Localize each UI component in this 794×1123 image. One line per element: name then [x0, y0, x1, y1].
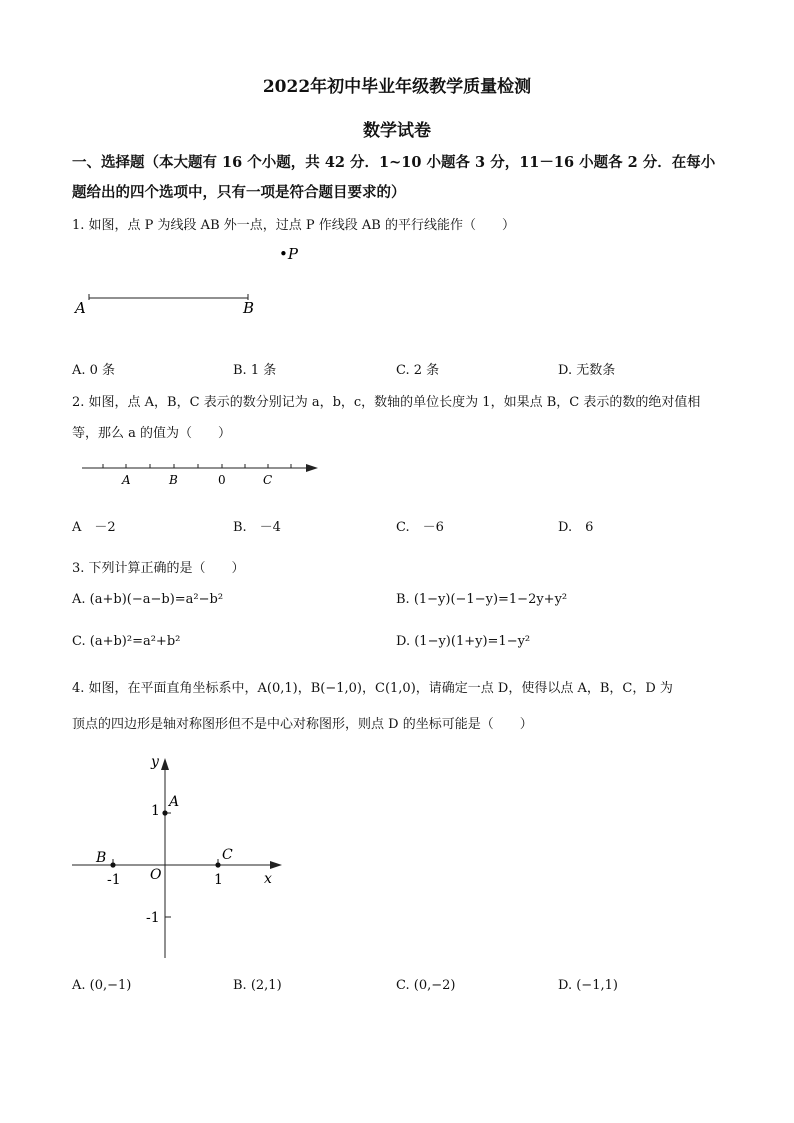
q3-option-c[interactable]: C. (a+b)²=a²+b²	[72, 634, 181, 649]
q4-text-line1: 4. 如图，在平面直角坐标系中，A(0,1)，B(−1,0)，C(1,0)，请确定一点 D，使得以点 A，B，C，D 为	[72, 681, 673, 696]
q3-option-a[interactable]: A. (a+b)(−a−b)=a²−b²	[72, 592, 224, 607]
q4-tick-label-1y: 1	[151, 803, 160, 819]
q4-coordinate-figure	[68, 748, 298, 968]
q4-tick-label-1x: 1	[214, 872, 223, 888]
section-heading-line2: 题给出的四个选项中，只有一项是符合题目要求的）	[72, 184, 406, 201]
q4-point-b	[110, 862, 115, 867]
q2-text-line2: 等，那么 a 的值为（ ）	[72, 426, 232, 441]
q2-arrow-head	[306, 464, 318, 472]
q4-label-x: x	[264, 871, 272, 887]
q1-option-b[interactable]: B. 1 条	[233, 363, 277, 378]
q4-option-c[interactable]: C. (0,−2)	[396, 978, 456, 993]
q4-y-arrow	[161, 758, 169, 770]
q2-label-a: A	[122, 473, 131, 487]
q2-label-b: B	[169, 473, 178, 487]
q2-ticks	[103, 464, 291, 468]
q2-option-d[interactable]: D. 6	[558, 520, 594, 535]
q4-tick-label-neg1x: -1	[107, 872, 121, 888]
q2-label-c: C	[263, 473, 273, 487]
q4-label-a: A	[169, 794, 180, 810]
q3-option-d[interactable]: D. (1−y)(1+y)=1−y²	[396, 634, 531, 649]
q1-option-a[interactable]: A. 0 条	[72, 363, 116, 378]
q3-option-b[interactable]: B. (1−y)(−1−y)=1−2y+y²	[396, 592, 568, 607]
q2-text-line1: 2. 如图，点 A，B，C 表示的数分别记为 a，b，c，数轴的单位长度为 1，如果点 B，C 表示的数的绝对值相	[72, 395, 701, 410]
q2-option-a[interactable]: A －2	[72, 520, 116, 535]
q4-label-c: C	[222, 847, 233, 863]
q1-text: 1. 如图，点 P 为线段 AB 外一点，过点 P 作线段 AB 的平行线能作（ ）	[72, 218, 515, 233]
q4-option-d[interactable]: D. (−1,1)	[558, 978, 618, 993]
q1-label-a: A	[75, 299, 86, 317]
q2-number-line	[78, 455, 328, 491]
section-heading-line1: 一、选择题（本大题有 16 个小题，共 42 分．1~10 小题各 3 分，11－16 小题各 2 分．在每小	[72, 154, 716, 171]
q4-point-c	[215, 862, 220, 867]
q4-label-b: B	[96, 850, 107, 866]
page-title: 2022年初中毕业年级教学质量检测	[262, 77, 532, 97]
q4-option-b[interactable]: B. (2,1)	[233, 978, 282, 993]
q4-text-line2: 顶点的四边形是轴对称图形但不是中心对称图形，则点 D 的坐标可能是（ ）	[72, 717, 533, 732]
q1-point-p: •P	[279, 245, 298, 263]
q2-label-0: 0	[218, 473, 226, 487]
page-subtitle: 数学试卷	[363, 121, 431, 141]
q4-tick-label-neg1y: -1	[146, 910, 160, 926]
q2-option-b[interactable]: B. －4	[233, 520, 281, 535]
q4-label-y: y	[151, 754, 159, 770]
q1-figure	[70, 240, 310, 320]
q3-text: 3. 下列计算正确的是（ ）	[72, 561, 245, 576]
q1-option-d[interactable]: D. 无数条	[558, 363, 616, 378]
q4-option-a[interactable]: A. (0,−1)	[72, 978, 132, 993]
q2-option-c[interactable]: C. －6	[396, 520, 444, 535]
q1-option-c[interactable]: C. 2 条	[396, 363, 440, 378]
q4-x-arrow	[270, 861, 282, 869]
q4-label-o: O	[150, 867, 162, 883]
q1-label-b: B	[243, 299, 255, 317]
q4-point-a	[162, 810, 167, 815]
